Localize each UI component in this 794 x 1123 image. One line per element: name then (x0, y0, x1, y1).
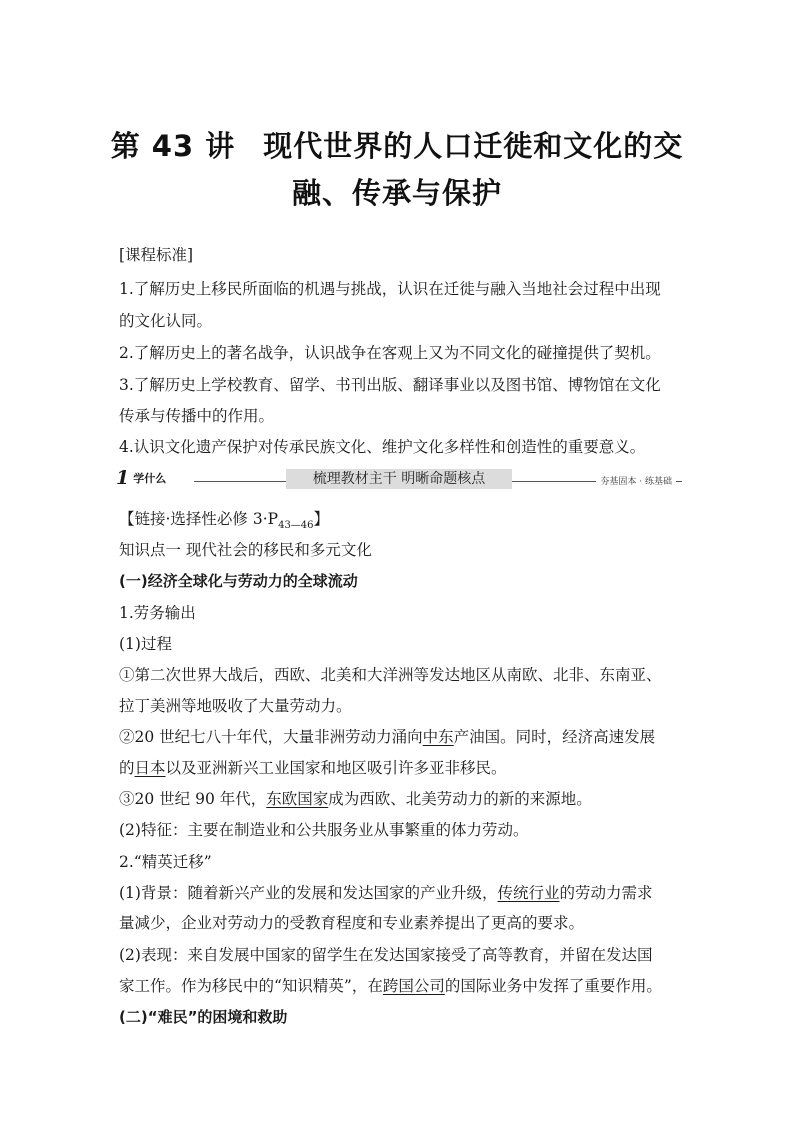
underlined-term: 东欧国家 (266, 790, 329, 808)
underlined-term: 传统行业 (497, 884, 560, 902)
banner-title: 梳理教材主干 明晰命题核点 (286, 469, 512, 489)
underlined-term: 跨国公司 (382, 977, 445, 995)
banner-left-text: 学什么 (133, 472, 167, 485)
standard-item: 4.认识文化遗产保护对传承民族文化、维护文化多样性和创造性的重要意义。 (119, 438, 646, 456)
textbook-link (119, 509, 684, 532)
paragraph-line (119, 758, 684, 778)
link-suffix: 】 (313, 510, 330, 528)
link-prefix: 【链接·选择性必修 3·P (119, 510, 279, 528)
section-banner (116, 467, 682, 491)
section-heading: (一)经济全球化与劳动力的全球流动 (119, 572, 358, 590)
standards-heading: [课程标准] (119, 246, 194, 264)
paragraph-line: (2)特征：主要在制造业和公共服务业从事繁重的体力劳动。 (119, 821, 529, 839)
standard-item: 传承与传播中的作用。 (119, 407, 275, 425)
paragraph-line (119, 883, 684, 903)
subsection-heading: 2.“精英迁移” (119, 853, 212, 871)
text-span: 以及亚洲新兴工业国家和地区吸引许多亚非移民。 (165, 759, 507, 777)
text-span: 产油国。同时，经济高速发展 (453, 728, 656, 746)
link-pages: 43—46 (278, 520, 314, 531)
banner-number: 1 (116, 467, 130, 489)
text-span: (1)背景：随着新兴产业的发展和发达国家的产业升级， (119, 884, 498, 902)
paragraph-line (119, 727, 684, 747)
text-span: ③20 世纪 90 年代， (119, 790, 267, 808)
section-heading: (二)“难民”的困境和救助 (119, 1008, 288, 1026)
page-title (0, 124, 794, 165)
standard-item: 1.了解历史上移民所面临的机遇与挑战，认识在迁徙与融入当地社会过程中出现 (119, 280, 661, 298)
lecture-number: 第 43 讲 (110, 129, 236, 163)
paragraph-line: 拉丁美洲等地吸收了大量劳动力。 (119, 697, 352, 715)
paragraph-line (119, 976, 684, 996)
standard-item: 的文化认同。 (119, 312, 213, 330)
text-span: ②20 世纪七八十年代，大量非洲劳动力涌向 (119, 728, 423, 746)
paragraph-line: (2)表现：来自发展中国家的留学生在发达国家接受了高等教育，并留在发达国 (119, 946, 653, 964)
paragraph-line: 量减少，企业对劳动力的受教育程度和专业素养提出了更高的要求。 (119, 914, 585, 932)
knowledge-point-heading: 知识点一 现代社会的移民和多元文化 (119, 541, 372, 559)
text-span: 的国际业务中发挥了重要作用。 (444, 977, 662, 995)
subsection-heading: 1.劳务输出 (119, 604, 196, 622)
text-span: 家工作。作为移民中的“知识精英”，在 (119, 977, 383, 995)
standard-item: 2.了解历史上的著名战争，认识战争在客观上又为不同文化的碰撞提供了契机。 (119, 344, 661, 362)
text-span: 成为西欧、北美劳动力的新的来源地。 (328, 790, 592, 808)
underlined-term: 中东 (422, 728, 454, 746)
paragraph-line (119, 789, 684, 809)
subitem-heading: (1)过程 (119, 635, 172, 653)
underlined-term: 日本 (134, 759, 166, 777)
text-span: 的 (119, 759, 135, 777)
page-title-continued: 融、传承与保护 (291, 176, 502, 210)
standard-item: 3.了解历史上学校教育、留学、书刊出版、翻译事业以及图书馆、博物馆在文化 (119, 376, 661, 394)
text-span: 的劳动力需求 (559, 884, 653, 902)
banner-subtitle: 夯基固本 · 练基础 (596, 474, 676, 487)
banner-label (116, 469, 166, 487)
paragraph-line: ①第二次世界大战后，西欧、北美和大洋洲等发达地区从南欧、北非、东南亚、 (119, 666, 662, 684)
title-main: 现代世界的人口迁徙和文化的交 (263, 129, 684, 163)
